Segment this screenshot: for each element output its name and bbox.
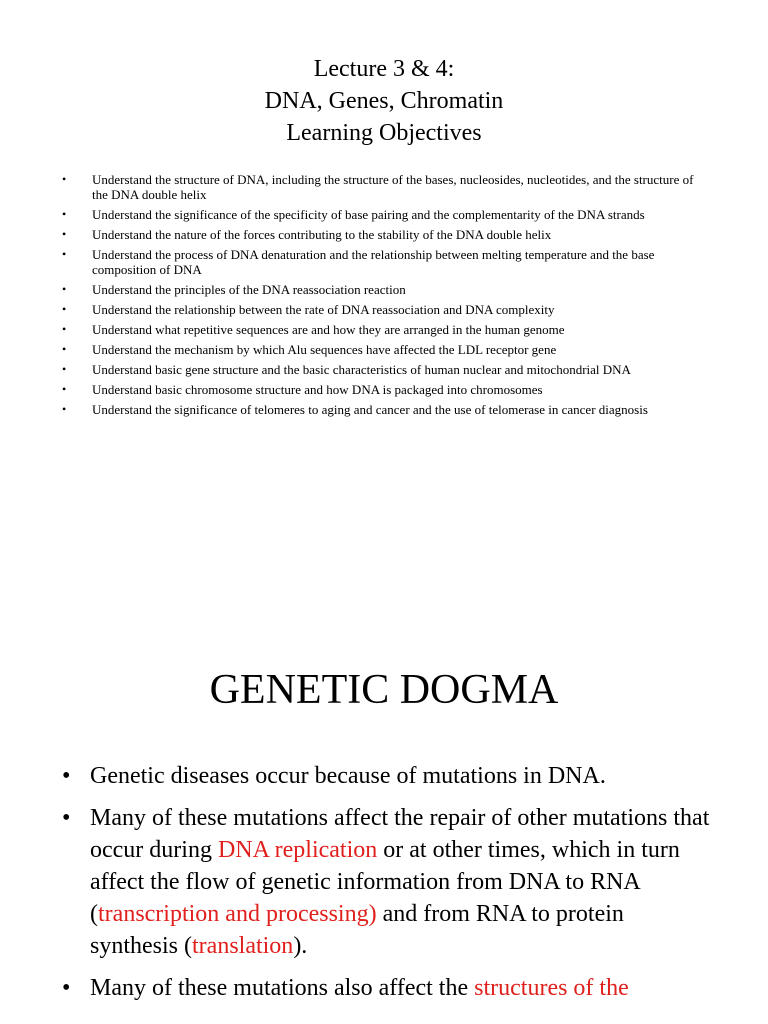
dogma-point-1 [62,760,712,792]
dogma-point-text: Genetic diseases occur because of mutations in DNA. [90,763,606,789]
bullet-marker: • [62,975,71,1001]
highlight-translation: translation [192,933,294,959]
dogma-text-segment: Many of these mutations affect the repair of other mutations that occur during [90,805,710,863]
dogma-point-3 [62,972,712,1004]
objective-item [62,322,702,337]
objective-text: Understand the significance of the specificity of base pairing and the complementarity of the DNA strands [92,207,645,222]
objective-text: Understand the process of DNA denaturation and the relationship between melting temperature and the base composition of DNA [92,247,655,277]
objective-text: Understand basic gene structure and the basic characteristics of human nuclear and mitochondrial DNA [92,362,631,377]
bullet-marker: • [62,805,71,831]
objective-item [62,172,702,202]
dogma-text-segment: and from RNA to protein synthesis ( [90,901,624,959]
bullet-marker: • [62,322,67,336]
objective-item [62,282,702,297]
bullet-marker: • [62,247,67,261]
objective-item [62,382,702,397]
objective-text: Understand what repetitive sequences are and how they are arranged in the human genome [92,322,565,337]
objective-item [62,342,702,357]
lecture-title-line-3: Learning Objectives [286,120,482,146]
dogma-text-segment: or at other times, which in turn affect the flow of genetic information from DNA to RNA ( [90,837,680,927]
bullet-marker: • [62,763,71,789]
objective-text: Understand the nature of the forces contributing to the stability of the DNA double helix [92,227,552,242]
objective-text: Understand the principles of the DNA reassociation reaction [92,282,406,297]
highlight-dna-replication: DNA replication [217,837,378,863]
objective-text: Understand the structure of DNA, including the structure of the bases, nucleosides, nucleotides, and the structure of the DNA double helix [92,172,694,202]
dogma-point-2 [62,802,712,962]
objective-item [62,302,702,317]
highlight-structures: structures of the [474,975,629,1001]
bullet-marker: • [62,362,67,376]
lecture-title [0,53,768,149]
highlight-transcription: transcription and processing) [98,901,377,927]
objective-text: Understand the significance of telomeres to aging and cancer and the use of telomerase in cancer diagnosis [92,402,648,417]
lecture-title-line-2: DNA, Genes, Chromatin [264,88,504,114]
objective-item [62,402,702,417]
bullet-marker: • [62,302,67,316]
objective-text: Understand the mechanism by which Alu sequences have affected the LDL receptor gene [92,342,557,357]
objective-item [62,207,702,222]
objective-item [62,362,702,377]
bullet-marker: • [62,382,67,396]
bullet-marker: • [62,227,67,241]
objective-text: Understand the relationship between the rate of DNA reassociation and DNA complexity [92,302,555,317]
objective-text: Understand basic chromosome structure and how DNA is packaged into chromosomes [92,382,543,397]
objective-item [62,227,702,242]
objective-item [62,247,702,277]
bullet-marker: • [62,282,67,296]
bullet-marker: • [62,172,67,186]
slide-title: GENETIC DOGMA [209,667,559,713]
bullet-marker: • [62,402,67,416]
bullet-marker: • [62,342,67,356]
dogma-text-segment: ). [293,933,308,959]
genetic-dogma-list [62,760,712,1014]
learning-objectives-list [62,172,702,422]
dogma-text-segment: Many of these mutations also affect the [90,975,475,1001]
bullet-marker: • [62,207,67,221]
lecture-title-line-1: Lecture 3 & 4: [313,56,455,82]
